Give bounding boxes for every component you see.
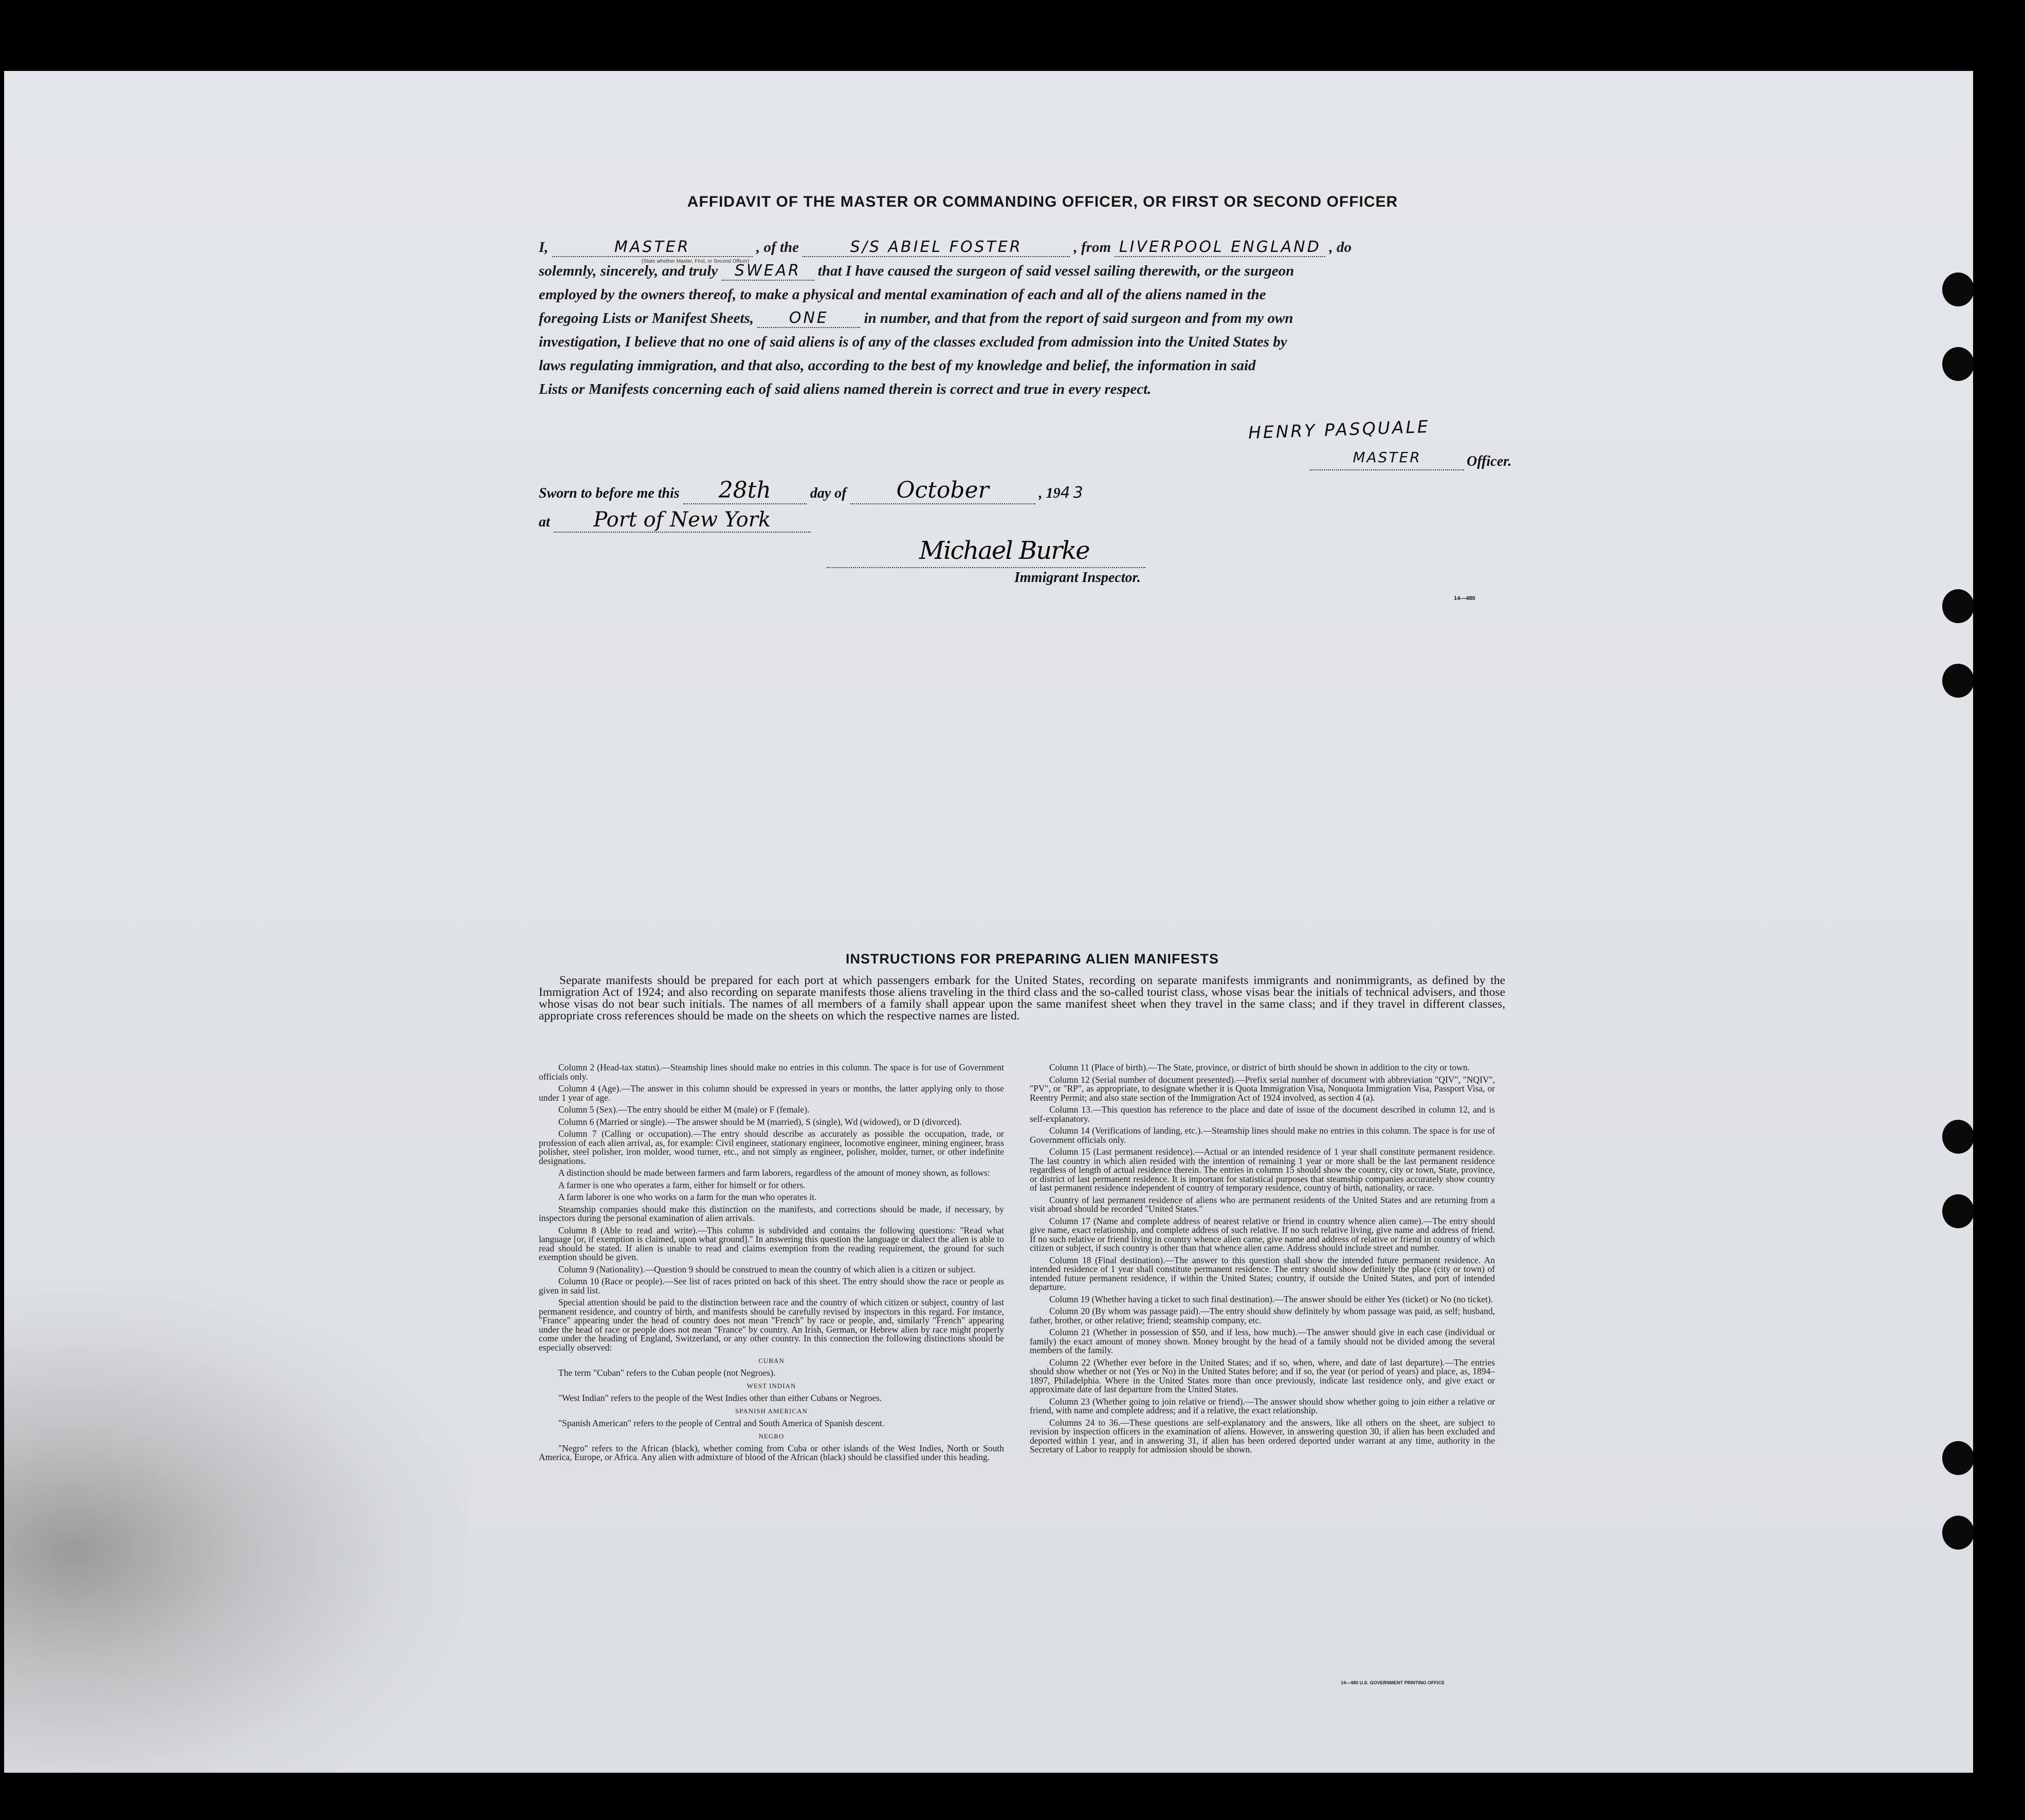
heading-west-indian: WEST INDIAN [746, 1382, 796, 1390]
form-number: 14—480 [1454, 595, 1475, 602]
text-day-of: day of [810, 485, 847, 501]
text-i: I, [539, 239, 549, 256]
vessel-name-field: S/S ABIEL FOSTER [802, 239, 1070, 257]
inspector-label: Immigrant Inspector. [1014, 570, 1141, 586]
left-para: Steamship companies should make this distinction on the manifests, and corrections should be made, if necessary, by inspectors during the personal examination of alien arrivals. [539, 1204, 1004, 1223]
heading-spanish-american: SPANISH AMERICAN [735, 1407, 808, 1415]
water-stain [4, 1279, 467, 1773]
left-para: Column 2 (Head-tax status).—Steamship lines should make no entries in this column. The space is for use of Government officials only. [539, 1062, 1004, 1082]
right-para: Columns 24 to 36.—These questions are self-explanatory and the answers, like all others on the sheet, are subject to revision by inspection officers in the examination of aliens. However, in answering question 30, if alien has been excluded and deported within 1 year, and in answering 31, if alien has been ordered deported under warrant at any time, authority in the Secretary of Labor to reapply for admission should be shown. [1030, 1417, 1495, 1454]
affidavit-line-6: laws regulating immigration, and that also, according to the best of my knowledge and belief, the information in said [539, 357, 1256, 374]
left-para: Column 9 (Nationality).—Question 9 should be construed to mean the country of which alien is a citizen or subject. [558, 1264, 976, 1275]
heading-cuban: CUBAN [758, 1357, 785, 1364]
inspector-signature: Michael Burke [919, 536, 1089, 565]
right-para: Column 18 (Final destination).—The answer to this question shall show the intended future permanent residence. An intended residence of 1 year shall constitute permanent residence. The entry should show definitely the place (city or town) of intended future permanent residence, if within the United States; country, if outside the United States, and port of intended departure. [1030, 1254, 1495, 1292]
rank-note: (State whether Master, First, or Second Officer) [642, 259, 750, 264]
punch-hole [1942, 1120, 1973, 1154]
text-of-the: , of the [756, 239, 799, 256]
document-sheet [4, 71, 1973, 1773]
affidavit-line-7: Lists or Manifests concerning each of said aliens named therein is correct and true in every respect. [539, 381, 1152, 397]
from-port-field: LIVERPOOL ENGLAND [1115, 239, 1325, 257]
text-sworn: Sworn to before me this [539, 485, 680, 501]
text-do: , do [1329, 239, 1352, 256]
affidavit-line-1 [539, 235, 1505, 264]
signature-title-field: MASTER [1310, 449, 1464, 470]
left-para: Column 10 (Race or people).—See list of races printed on back of this sheet. The entry should show the race or people as given in said list. [539, 1276, 1004, 1296]
right-para: Column 13.—This question has reference to the place and date of issue of the document described in column 12, and is self-explanatory. [1030, 1104, 1495, 1124]
left-para: A farm laborer is one who works on a farm for the man who operates it. [558, 1192, 817, 1202]
affidavit-title: AFFIDAVIT OF THE MASTER OR COMMANDING OFFICER, OR FIRST OR SECOND OFFICER [687, 193, 1398, 210]
negro-text: "Negro" refers to the African (black), whether coming from Cuba or other islands of the West Indies, North or South America, Europe, or Africa. Any alien with admixture of blood of the African (black) should be classified under this heading. [539, 1443, 1004, 1462]
instructions-columns [539, 1062, 1505, 1685]
right-para: Column 22 (Whether ever before in the United States; and if so, when, where, and date of last departure).—The entries should show whether or not (Yes or No) in the United States before; and if so, the year (or period of years) and place, as, 1894–1897, Philadelphia. Where in the United States more than once previously, indicate last residence only, and give exact or approximate date of last departure from the United States. [1030, 1357, 1495, 1394]
year-field: 43 [1060, 484, 1086, 502]
text-from: , from [1073, 239, 1111, 256]
sworn-date-row [539, 477, 1310, 508]
right-para: Column 14 (Verifications of landing, etc.).—Steamship lines should make no entries in this column. The space is for use of Government officials only. [1030, 1125, 1495, 1145]
right-para: Column 12 (Serial number of document presented).—Prefix serial number of document with abbreviation "QIV", "NQIV", "PV", or "RP", as appropriate, to designate whether it is Quota Immigration Visa, Nonquota Immigration Visa, Passport Visa, or Reentry Permit; and also state section of the Immigration Act of 1924 involved, as section 4 (a). [1030, 1074, 1495, 1103]
punch-hole [1942, 589, 1973, 623]
left-para: Column 5 (Sex).—The entry should be either M (male) or F (female). [558, 1104, 810, 1115]
right-para: Column 17 (Name and complete address of nearest relative or friend in country whence alien came).—The entry should give name, exact relationship, and complete address of such relative. If no such relative living, give name and address of friend. If no such relative or friend living in country whence alien came, give name and address of relative or friend in country of which citizen or subject, if such country is other than that whence alien came. Address should include street and number. [1030, 1215, 1495, 1253]
master-signature: HENRY PASQUALE [1248, 416, 1431, 443]
month-field: October [850, 477, 1035, 504]
text-year-prefix: , 19 [1038, 485, 1061, 501]
affidavit-line-5: investigation, I believe that no one of said aliens is of any of the classes excluded from admission into the United States by [539, 334, 1287, 350]
left-para: Column 8 (Able to read and write).—This column is subdivided and contains the following questions: "Read what language [or, if exemption is claimed, upon what ground]." In answering this question the language or dialect the alien is able to read should be stated. If alien is unable to read and claims exemption from the reading requirement, the ground for such exemption should be given. [539, 1225, 1004, 1262]
text-at: at [539, 514, 550, 530]
text-line4-rest: in number, and that from the report of said surgeon and from my own [864, 310, 1293, 326]
punch-hole [1942, 1516, 1973, 1550]
affidavit-body [539, 235, 1505, 401]
right-para: Column 21 (Whether in possession of $50, and if less, how much).—The answer should give in each case (individual or family) the exact amount of money shown. Money brought by the head of a family should not be divided among the several members of the family. [1030, 1327, 1495, 1355]
instructions-intro: Separate manifests should be prepared for each port at which passengers embark for the United States, recording on separate manifests immigrants and nonimmigrants, as defined by the Immigration Act of 1924; and also recording on separate manifests those aliens traveling in the third class and the so-called tourist class, whose visas bear the initials of technical advisers, and those whose visas do not bear such initials. The names of all members of a family shall appear upon the same manifest sheet when they travel in the same class; and if they travel in different classes, appropriate cross references should be made on the sheets on which the respective names are listed. [539, 974, 1505, 1023]
left-para: Special attention should be paid to the distinction between race and the country of which citizen or subject, country of last permanent residence, and country of birth, and manifests should be carefully revised by inspectors in this regard. For instance, "France" appearing under the head of country does not mean "French" by race or people, and, similarly "French" appearing under the head of race or people does not mean "France" by country. An Irish, German, or Hebrew alien by race might properly come under the heading of England, Switzerland, or any other country. In this connection the following distinctions should be especially observed: [539, 1297, 1004, 1353]
heading-negro: NEGRO [758, 1432, 785, 1440]
right-para: Column 15 (Last permanent residence).—Actual or an intended residence of 1 year shall constitute permanent residence. The last country in which alien resided with the intention of remaining 1 year or more shall be the last permanent residence regardless of length of actual residence therein. The entries in column 15 should show the country, city or town, State, province, or district of last permanent residence. It is important for statistical purposes that steamship companies accurately show country of last permanent residence independent of country of temporary residence, country of birth, nationality, or race. [1030, 1146, 1495, 1193]
place-field: Port of New York [554, 508, 811, 533]
punch-hole [1942, 1441, 1973, 1475]
left-para: Column 7 (Calling or occupation).—The entry should describe as accurately as possible the occupation, trade, or profession of each alien arrival, as, for example: Civil engineer, stationary engineer, locomotive engineer, mining engineer, brass polisher, steel polisher, iron molder, wood turner, etc., and not simply as engineer, polisher, molder, turner, or other indefinite designations. [539, 1129, 1004, 1166]
affidavit-line-2 [539, 259, 1505, 283]
sworn-block [539, 477, 1310, 539]
left-para: A farmer is one who operates a farm, either for himself or for others. [558, 1179, 806, 1190]
officer-rank-field: MASTER [552, 239, 753, 257]
affidavit-line-4 [539, 306, 1505, 330]
spanish-american-text: "Spanish American" refers to the people of Central and South America of Spanish descent. [558, 1417, 885, 1428]
west-indian-text: "West Indian" refers to the people of the West Indies other than either Cubans or Negroes. [558, 1392, 882, 1403]
punch-hole [1942, 1194, 1973, 1228]
inspector-signature-line [827, 536, 1145, 568]
right-column [1030, 1063, 1495, 1458]
punch-hole [1942, 272, 1973, 306]
printing-office-footnote: 14—480 U.S. GOVERNMENT PRINTING OFFICE [1341, 1680, 1445, 1685]
left-para: Column 4 (Age).—The answer in this column should be expressed in years or months, the latter applying only to those under 1 year of age. [539, 1083, 1004, 1103]
sheet-count-field: ONE [757, 310, 860, 328]
officer-label: Officer. [1467, 453, 1512, 469]
left-column [539, 1063, 1004, 1465]
text-line2-rest: that I have caused the surgeon of said vessel sailing therewith, or the surgeon [817, 263, 1294, 279]
right-para: Column 19 (Whether having a ticket to such final destination).—The answer should be either Yes (ticket) or No (no ticket). [1049, 1294, 1493, 1304]
cuban-text: The term "Cuban" refers to the Cuban people (not Negroes). [558, 1367, 776, 1378]
punch-hole [1942, 347, 1973, 381]
instructions-title: INSTRUCTIONS FOR PREPARING ALIEN MANIFESTS [845, 951, 1219, 967]
text-foregoing: foregoing Lists or Manifest Sheets, [539, 310, 754, 326]
punch-hole [1942, 664, 1973, 698]
oath-field: SWEAR [722, 262, 814, 281]
right-para: Column 23 (Whether going to join relative or friend).—The answer should show whether going to join either a relative or friend, with name and complete address; and if a relative, the exact relationship. [1030, 1396, 1495, 1415]
text-solemnly: solemnly, sincerely, and truly [539, 263, 718, 279]
affidavit-line-3: employed by the owners thereof, to make a physical and mental examination of each and all of the aliens named in the [539, 286, 1266, 303]
right-para: Column 20 (By whom was passage paid).—The entry should show definitely by whom passage was paid, as self; husband, father, brother, or other relative; friend; steamship company, etc. [1030, 1306, 1495, 1325]
left-para: Column 6 (Married or single).—The answer should be M (married), S (single), Wd (widowed), or D (divorced). [558, 1116, 962, 1127]
right-para: Column 11 (Place of birth).—The State, province, or district of birth should be shown in addition to the city or town. [1049, 1062, 1470, 1072]
day-field: 28th [683, 477, 807, 504]
left-para: A distinction should be made between farmers and farm laborers, regardless of the amount of money shown, as follows: [558, 1168, 990, 1178]
sworn-place-row [539, 508, 1310, 539]
right-para: Country of last permanent residence of aliens who are permanent residents of the United States and are returning from a visit abroad should be recorded "United States." [1030, 1194, 1495, 1214]
